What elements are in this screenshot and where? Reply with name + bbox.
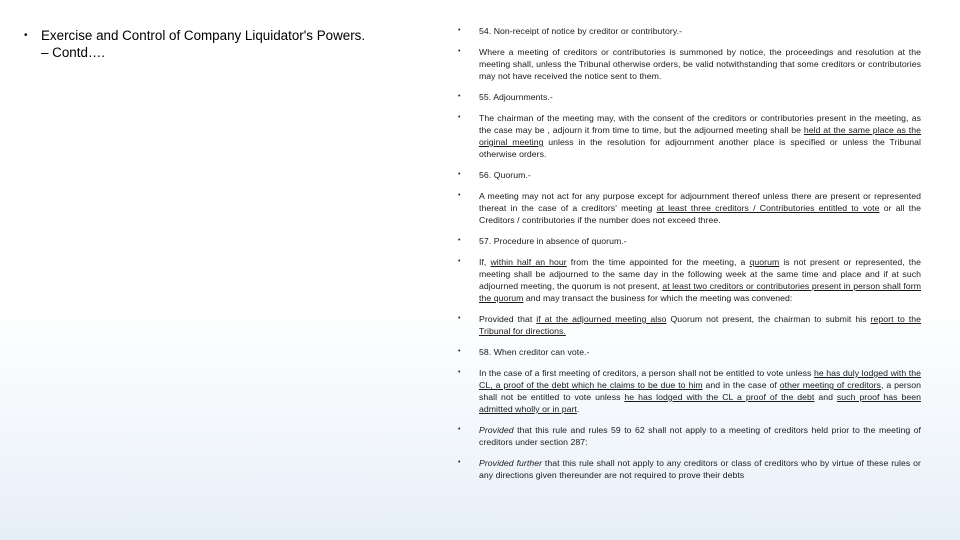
underlined-text: he has lodged with the CL a proof of the debt [624, 392, 815, 402]
list-item-text [479, 46, 921, 82]
text-run: and in the case of [702, 380, 780, 390]
text-run: The chairman of the meeting may, with the consent of the creditors or contributories present in the meeting, as the case may be , adjourn it from time to time, but the adjourned meeting shall be [479, 113, 921, 135]
underlined-text: quorum [749, 257, 780, 267]
text-run: is not present or represented, the meeting shall be adjourned to the same day in the following week at the same time and place and if at such adjourned meeting, the quorum is not present, [479, 257, 922, 291]
slide-heading-line-1: Exercise and Control of Company Liquidator's Powers. [41, 28, 366, 43]
list-item-r57-body [458, 256, 921, 304]
italic-text: Provided further [479, 458, 543, 468]
list-item-r57-proviso [458, 313, 921, 337]
bullet-icon: • [458, 237, 461, 244]
bullet-icon: • [458, 258, 461, 265]
list-item-text [479, 91, 921, 103]
text-run: Where a meeting of creditors or contributories is summoned by notice, the proceedings and resolution at the meeting shall, unless the Tribunal otherwise orders, be valid notwithstanding that some creditors or contributories may not have received the notice sent to them. [479, 47, 921, 81]
list-item-text [479, 367, 921, 415]
underlined-text: held at the same place as the original meeting [479, 125, 921, 147]
text-run: A meeting may not act for any purpose except for adjournment thereof unless there are present or represented thereat in the case of a creditors' meeting [479, 191, 921, 213]
bullet-icon: • [458, 192, 461, 199]
text-run: If, [479, 257, 491, 267]
bullet-icon: • [24, 30, 28, 41]
underlined-text: if at the adjourned meeting also [536, 314, 667, 324]
text-run: 56. Quorum.- [479, 170, 531, 180]
underlined-text: such proof has been admitted wholly or in part [479, 392, 921, 414]
list-item-r58-head [458, 346, 921, 358]
underlined-text: at least three creditors / Contributories entitled to vote [656, 203, 880, 213]
list-item-r58-proviso1 [458, 424, 921, 448]
left-column [24, 27, 424, 61]
list-item-r58-proviso2 [458, 457, 921, 481]
bullet-icon: • [458, 315, 461, 322]
slide-heading-line-2: – Contd…. [41, 45, 106, 60]
list-item-r58-body [458, 367, 921, 415]
text-run: 55. Adjournments.- [479, 92, 553, 102]
list-item-r54-body [458, 46, 921, 82]
text-run: and may transact the business for which the meeting was convened: [523, 293, 793, 303]
text-run: 57. Procedure in absence of quorum.- [479, 236, 627, 246]
underlined-text: at least two creditors or contributories present in person shall form the quorum [479, 281, 921, 303]
underlined-text: other meeting of creditors [779, 380, 881, 390]
text-run: In the case of a first meeting of creditors, a person shall not be entitled to vote unless [479, 368, 814, 378]
list-item-r54-head [458, 25, 921, 37]
text-run: or all the Creditors / contributories if the number does not exceed three. [479, 203, 921, 225]
list-item-text [479, 190, 921, 226]
list-item-text [479, 235, 921, 247]
slide-heading-bullet [24, 27, 424, 61]
list-item-text [479, 424, 921, 448]
bullet-icon: • [458, 426, 461, 433]
list-item-text [479, 346, 921, 358]
text-run: . [576, 404, 580, 414]
text-run: 54. Non-receipt of notice by creditor or contributory.- [479, 26, 682, 36]
text-run: from the time appointed for the meeting, a [566, 257, 750, 267]
underlined-text: report to the Tribunal for directions. [479, 314, 922, 336]
bullet-icon: • [458, 348, 461, 355]
list-item-r57-head [458, 235, 921, 247]
list-item-text [479, 313, 921, 337]
text-run: , a person shall not be entitled to vote unless [479, 380, 921, 402]
bullet-icon: • [458, 369, 461, 376]
text-run: Provided that [479, 314, 537, 324]
text-run: and [814, 392, 837, 402]
list-item-r55-head [458, 91, 921, 103]
list-item-text [479, 25, 921, 37]
text-run: that this rule and rules 59 to 62 shall not apply to a meeting of creditors held prior to the meeting of creditors under section 287: [479, 425, 921, 447]
list-item-text [479, 169, 921, 181]
list-item-text [479, 112, 921, 160]
underlined-text: he has duly lodged with the CL, a proof of the debt which he claims to be due to him [479, 368, 921, 390]
bullet-icon: • [458, 459, 461, 466]
slide-heading [41, 27, 365, 61]
italic-text: Provided [479, 425, 514, 435]
bullet-icon: • [458, 48, 461, 55]
list-item-text [479, 457, 921, 481]
bullet-icon: • [458, 27, 461, 34]
text-run: that this rule shall not apply to any creditors or class of creditors who by virtue of these rules or any directions given thereunder are not required to prove their debts [479, 458, 921, 480]
text-run: 58. When creditor can vote.- [479, 347, 590, 357]
text-run: unless in the resolution for adjournment another place is specified or unless the Tribunal otherwise orders. [479, 137, 921, 159]
underlined-text: within half an hour [490, 257, 567, 267]
list-item-r56-body [458, 190, 921, 226]
bullet-icon: • [458, 93, 461, 100]
list-item-r55-body [458, 112, 921, 160]
bullet-icon: • [458, 114, 461, 121]
rules-list [458, 25, 921, 490]
list-item-r56-head [458, 169, 921, 181]
list-item-text [479, 256, 921, 304]
text-run: Quorum not present, the chairman to submit his [666, 314, 871, 324]
bullet-icon: • [458, 171, 461, 178]
